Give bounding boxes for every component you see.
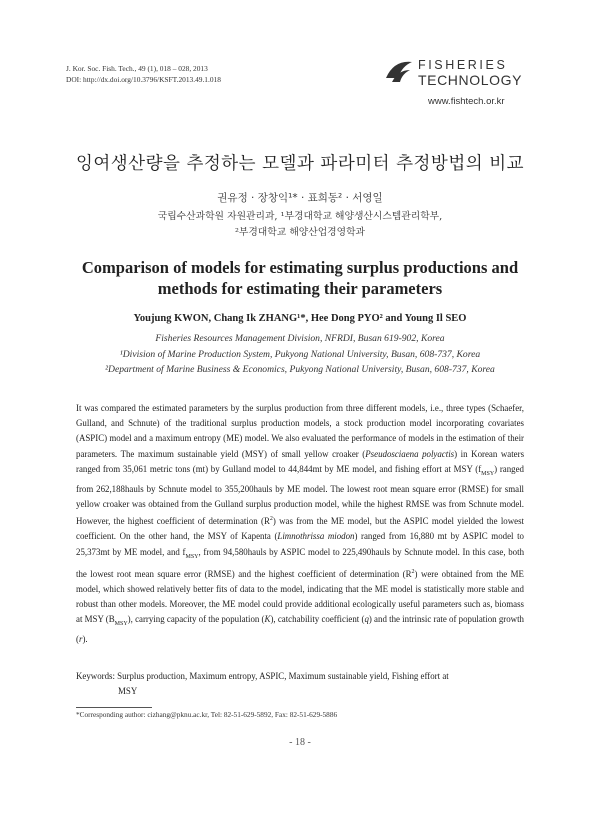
abstract-segment: ), catchability coefficient ( — [270, 614, 365, 625]
keywords-line: MSY — [118, 686, 138, 697]
abstract-segment: , from 94,580hauls by ASPIC model to 225,490hauls by Schnute model. In this case, both the lowest root mean square error (RMSE) and the highest coefficient of determination (R — [76, 546, 525, 579]
variable: r — [78, 634, 83, 645]
logo-word-fisheries: FISHERIES — [418, 58, 508, 72]
abstract-segment: It was compared the estimated parameters by the surplus production from three different models, i.e., three types (Schaefer, Gulland, and Schnute) of the traditional surplus production models, a stock production model incorporating covariates (ASPIC) model and a maximum entropy (ME) model. We also evaluated the performance of models in the estimation of their parameters. The maximum sustainable yield (MSY) of small yellow croaker ( — [76, 403, 524, 459]
english-title-line: Comparison of models for estimating surplus productions and — [81, 258, 519, 277]
superscript: 2 — [269, 516, 273, 523]
english-affiliation-line: ²Department of Marine Business & Economics, Pukyong National University, Busan, 608-737, Korea — [105, 364, 495, 375]
abstract-segment: ). — [82, 634, 88, 645]
species-name: Pseudosciaena polyactis — [365, 448, 455, 459]
abstract-text — [76, 401, 524, 647]
abstract-segment: ), carrying capacity of the population ( — [127, 614, 265, 625]
korean-affiliation-line: ²부경대학교 해양산업경영학과 — [234, 226, 366, 238]
abstract-segment: ) in Korean waters ranged from 35,061 metric tons (mt) by Gulland model to 44,844mt by ME model, and fishing effort at MSY (f — [76, 448, 525, 474]
logo-wordmark — [418, 59, 522, 87]
abstract-segment: ) was from the ME model, but the ASPIC model yielded the lowest coefficient. On the other hand, the MSY of Kapenta ( — [76, 516, 524, 542]
korean-title: 잉여생산량을 추정하는 모델과 파라미터 추정방법의 비교 — [75, 154, 525, 174]
abstract-segment: ) and the intrinsic rate of population growth ( — [76, 614, 524, 645]
variable: q — [364, 614, 369, 625]
page-number: - 18 - — [289, 737, 311, 748]
english-affiliations — [0, 331, 600, 378]
abstract-segment: ) ranged from 16,880 mt by ASPIC model to 25,373mt by ME model, and f — [76, 531, 524, 557]
english-affiliation-line: ¹Division of Marine Production System, Pukyong National University, Busan, 608-737, Korea — [119, 348, 481, 360]
logo-word-technology: TECHNOLOGY — [418, 72, 523, 88]
keywords — [76, 669, 524, 699]
footnote-divider — [76, 707, 152, 708]
subscript: MSY — [185, 553, 199, 560]
fish-logo-icon — [384, 58, 414, 84]
variable: K — [264, 614, 271, 625]
journal-citation — [66, 64, 221, 85]
english-affiliation-line: Fisheries Resources Management Division, NFRDI, Busan 619-902, Korea — [155, 333, 445, 344]
korean-affiliations — [0, 209, 600, 240]
subscript: MSY — [114, 620, 128, 627]
species-name: Limnothrissa miodon — [277, 531, 355, 542]
journal-url[interactable]: www.fishtech.or.kr — [428, 96, 505, 107]
english-title-line: methods for estimating their parameters — [157, 278, 443, 298]
corresponding-author-footnote: *Corresponding author: cizhang@pknu.ac.kr, Tel: 82-51-629-5892, Fax: 82-51-629-5886 — [76, 710, 338, 719]
abstract-segment: ) were obtained from the ME model, which showed relatively better fits of data to the model, indicating that the ME model is statistically more stable and robust than other models. Moreover, the ME model could provide additional ecologically useful parameters such as, biomass at MSY (B — [76, 568, 524, 625]
english-title — [0, 258, 600, 299]
abstract-segment: ) ranged from 262,188hauls by Schnute model to 355,200hauls by ME model. The lowest root mean square error (RMSE) for small yellow croaker was obtained from the Gulland surplus production model, while the highest RMSE was from Schnute model. However, the highest coefficient of determination (R — [76, 463, 524, 527]
keywords-line: Keywords: Surplus production, Maximum entropy, ASPIC, Maximum sustainable yield, Fishing effort at — [76, 671, 449, 681]
korean-affiliation-line: 국립수산과학원 자원관리과, ¹부경대학교 해양생산시스템관리학부, — [157, 211, 443, 222]
doi-link[interactable]: DOI: http://dx.doi.org/10.3796/KSFT.2013.49.1.018 — [66, 74, 221, 84]
superscript: 2 — [411, 568, 415, 575]
korean-authors: 권유정 · 장창익¹* · 표희동² · 서영일 — [217, 192, 383, 204]
english-authors: Youjung KWON, Chang Ik ZHANG¹*, Hee Dong PYO² and Young Il SEO — [133, 313, 467, 324]
journal-reference: J. Kor. Soc. Fish. Tech., 49 (1), 018 – 028, 2013 — [66, 64, 208, 73]
subscript: MSY — [481, 470, 495, 477]
